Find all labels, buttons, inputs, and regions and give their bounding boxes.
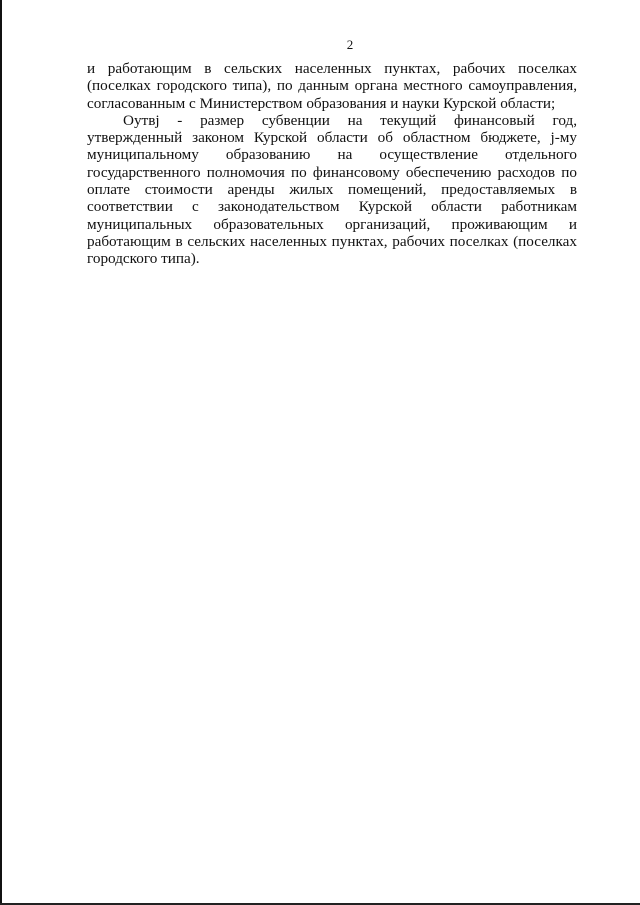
paragraph-2-line: муниципальному образованию на осуществление отдельного [87, 146, 577, 164]
paragraph-1-line: согласованным с Министерством образования и науки Курской области; [87, 94, 556, 112]
paragraph-2-line: работающим в сельских населенных пунктах, рабочих поселках (поселках [87, 232, 577, 250]
paragraph-1-line: и работающим в сельских населенных пунктах, рабочих поселках [87, 60, 577, 77]
scan-left-edge [0, 0, 2, 905]
paragraph-2-line: муниципальных образовательных организаций, проживающим и [87, 215, 577, 233]
paragraph-2-line: оплате стоимости аренды жилых помещений, предоставляемых в [87, 181, 577, 199]
paragraph-2-line: государственного полномочия по финансовому обеспечению расходов по [87, 163, 577, 181]
page-number: 2 [346, 37, 354, 52]
paragraph-2-line: Оутвj - размер субвенции на текущий финансовый год, [123, 111, 577, 129]
paragraph-2-line: утвержденный законом Курской области об областном бюджете, j-му [87, 129, 577, 147]
body-text [87, 60, 577, 268]
paragraph-1-line: (поселках городского типа), по данным органа местного самоуправления, [87, 77, 577, 95]
paragraph-2-line: соответствии с законодательством Курской области работникам [87, 198, 577, 216]
paragraph-2-line: городского типа). [87, 250, 200, 268]
